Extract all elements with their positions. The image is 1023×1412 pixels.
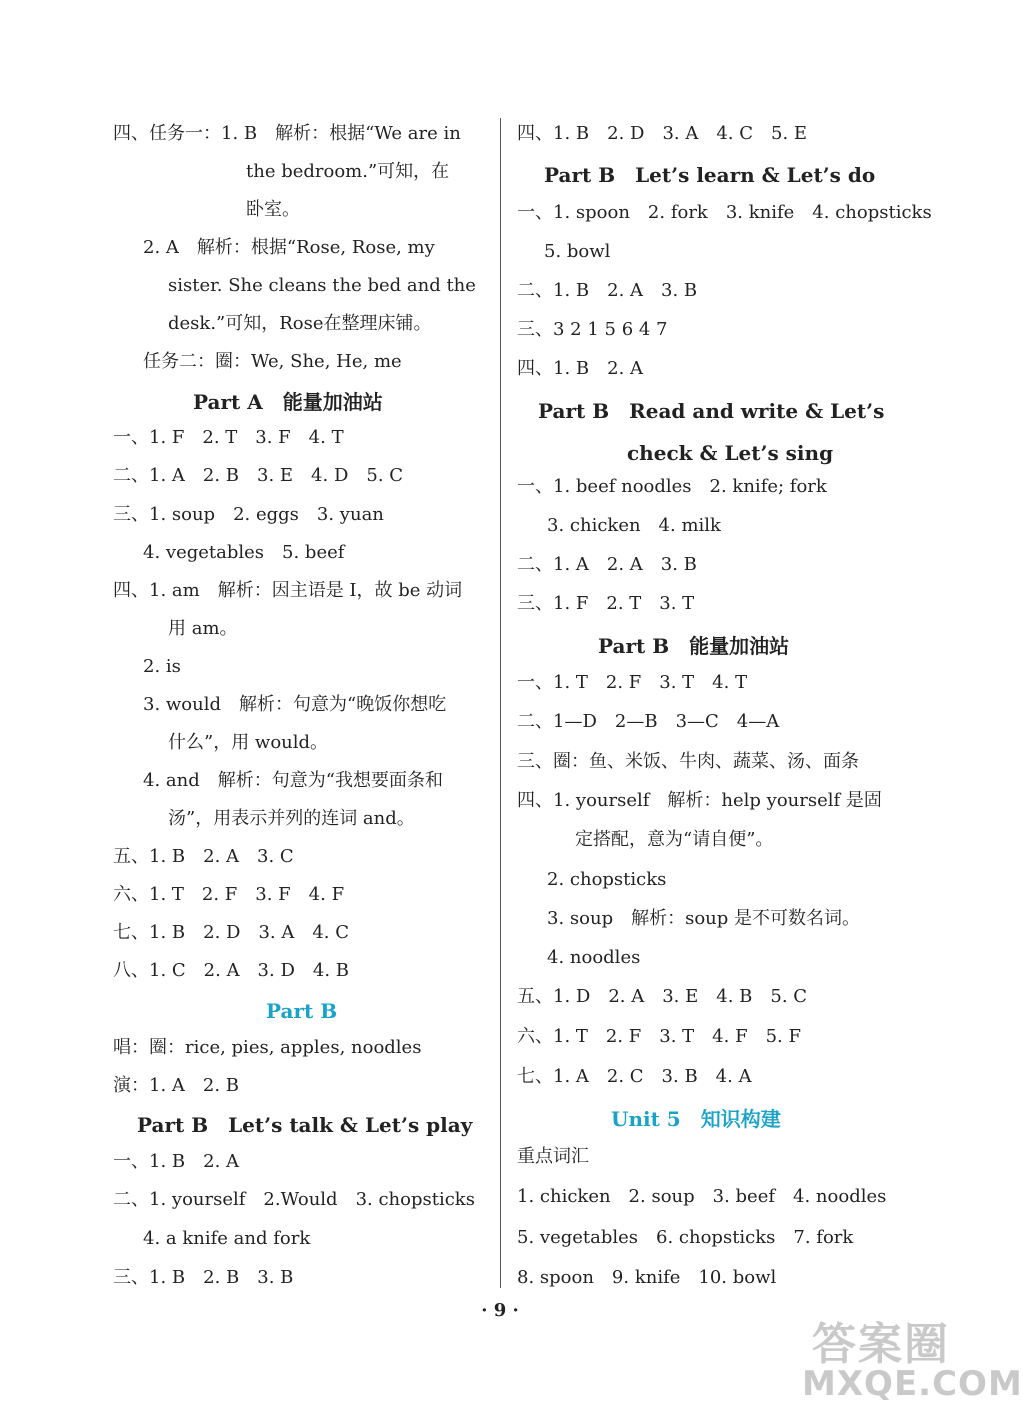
answer-line: 3. soup 解析：soup 是不可数名词。	[547, 908, 860, 929]
answer-line: 四、1. B 2. A	[517, 358, 644, 379]
section-heading: Part B Let’s learn & Let’s do	[544, 163, 876, 187]
answer-line: 四、1. yourself 解析：help yourself 是固	[517, 790, 882, 811]
answer-line: 一、1. T 2. F 3. T 4. T	[517, 672, 748, 693]
answer-line: 四、1. am 解析：因主语是 I，故 be 动词	[113, 580, 463, 601]
section-heading: Part B	[266, 999, 338, 1023]
answer-line: 5. bowl	[544, 241, 611, 262]
answer-line: 二、1. A 2. B 3. E 4. D 5. C	[113, 465, 404, 486]
answer-line: 3. would 解析：句意为“晚饭你想吃	[143, 694, 447, 715]
answer-line: 8. spoon 9. knife 10. bowl	[517, 1267, 777, 1288]
answer-line: 三、3 2 1 5 6 4 7	[517, 319, 668, 340]
section-heading: Unit 5 知识构建	[611, 1107, 781, 1131]
answer-line: 一、1. beef noodles 2. knife; fork	[517, 476, 827, 497]
answer-line: 演：1. A 2. B	[113, 1075, 240, 1096]
answer-line: 七、1. A 2. C 3. B 4. A	[517, 1066, 752, 1087]
answer-line: 一、1. spoon 2. fork 3. knife 4. chopsticks	[517, 202, 932, 223]
answer-line: 4. and 解析：句意为“我想要面条和	[143, 770, 443, 791]
answer-line: 三、1. B 2. B 3. B	[113, 1267, 294, 1288]
answer-line: 4. vegetables 5. beef	[143, 542, 345, 563]
answer-line: 二、1. yourself 2.Would 3. chopsticks	[113, 1189, 475, 1210]
answer-line: 八、1. C 2. A 3. D 4. B	[113, 960, 350, 981]
answer-line: 六、1. T 2. F 3. F 4. F	[113, 884, 345, 905]
answer-line: 2. chopsticks	[547, 869, 667, 890]
answer-line: 任务二：圈：We, She, He, me	[143, 351, 402, 372]
answer-line: 1. chicken 2. soup 3. beef 4. noodles	[517, 1186, 887, 1207]
answer-line: sister. She cleans the bed and the	[168, 275, 476, 296]
answer-line: 什么”，用 would。	[168, 732, 329, 753]
answer-line: 一、1. B 2. A	[113, 1151, 240, 1172]
answer-line: 一、1. F 2. T 3. F 4. T	[113, 427, 344, 448]
answer-line: 二、1—D 2—B 3—C 4—A	[517, 711, 780, 732]
section-heading: Part B Let’s talk & Let’s play	[137, 1113, 473, 1137]
section-heading: Part B Read and write & Let’s	[538, 399, 885, 423]
answer-line: 五、1. B 2. A 3. C	[113, 846, 294, 867]
answer-line: 3. chicken 4. milk	[547, 515, 721, 536]
answer-line: 汤”，用表示并列的连词 and。	[168, 808, 415, 829]
watermark-text: 答案圈	[812, 1319, 950, 1370]
answer-line: 4. a knife and fork	[143, 1228, 311, 1249]
answer-line: 六、1. T 2. F 3. T 4. F 5. F	[517, 1026, 801, 1047]
section-heading: check & Let’s sing	[627, 441, 834, 465]
answer-line: 用 am。	[168, 618, 238, 639]
watermark-url: MXQE.COM	[802, 1364, 1023, 1404]
watermark-logo	[802, 1308, 1023, 1408]
answer-line: 二、1. A 2. A 3. B	[517, 554, 697, 575]
answer-line: 三、圈：鱼、米饭、牛肉、蔬菜、汤、面条	[517, 751, 859, 772]
answer-line: 四、任务一：1. B 解析：根据“We are in	[113, 123, 461, 144]
answer-line: 三、1. soup 2. eggs 3. yuan	[113, 504, 384, 525]
section-heading: Part B 能量加油站	[598, 634, 790, 658]
answer-line: 5. vegetables 6. chopsticks 7. fork	[517, 1227, 854, 1248]
answer-line: desk.”可知，Rose在整理床铺。	[168, 313, 432, 334]
page-number: · 9 ·	[481, 1300, 519, 1321]
answer-line: 2. is	[143, 656, 181, 677]
answer-line: 定搭配，意为“请自便”。	[575, 829, 774, 850]
answer-line: 卧室。	[246, 199, 300, 220]
answer-line: 四、1. B 2. D 3. A 4. C 5. E	[517, 123, 808, 144]
answer-line: 唱：圈：rice, pies, apples, noodles	[113, 1037, 422, 1058]
answer-line: 七、1. B 2. D 3. A 4. C	[113, 922, 350, 943]
answer-line: 2. A 解析：根据“Rose, Rose, my	[143, 237, 435, 258]
section-heading: Part A 能量加油站	[193, 390, 383, 414]
column-divider	[500, 118, 501, 1288]
answer-line: 三、1. F 2. T 3. T	[517, 593, 695, 614]
answer-line: 重点词汇	[517, 1146, 589, 1167]
answer-line: the bedroom.”可知，在	[246, 161, 450, 182]
answer-line: 二、1. B 2. A 3. B	[517, 280, 698, 301]
answer-line: 五、1. D 2. A 3. E 4. B 5. C	[517, 986, 808, 1007]
answer-line: 4. noodles	[547, 947, 641, 968]
